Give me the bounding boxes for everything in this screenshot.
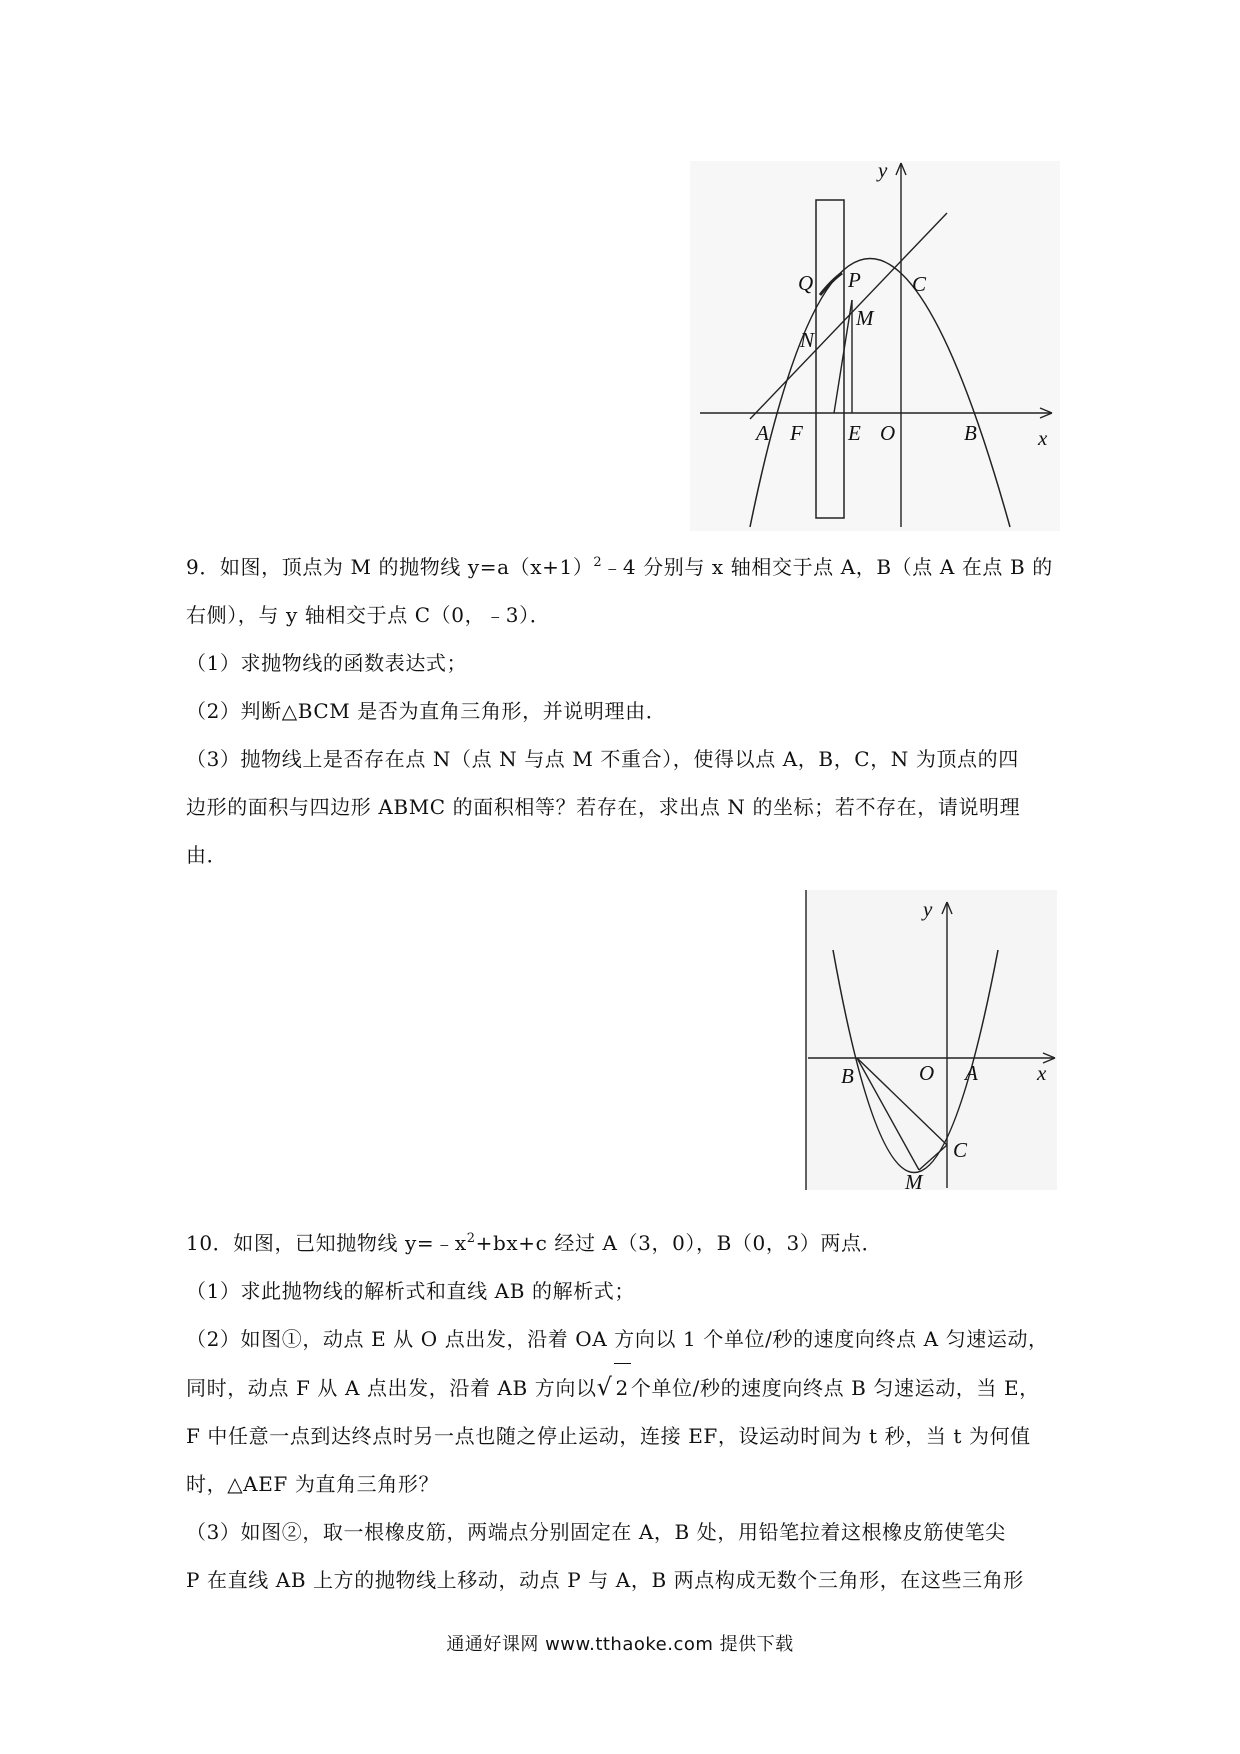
- label-c: C: [912, 272, 927, 296]
- page-footer: 通通好课网 www.tthaoke.com 提供下载: [446, 1634, 794, 1655]
- figure-1-svg: [690, 155, 1070, 535]
- label-m: M: [856, 306, 874, 330]
- q10-part-2-line-1: （2）如图①，动点 E 从 O 点出发，沿着 OA 方向以 1 个单位/秒的速度向终点 A 匀速运动，: [186, 1327, 1049, 1351]
- label-y: y: [878, 158, 888, 182]
- label-c: C: [953, 1138, 968, 1162]
- label-n: N: [800, 328, 815, 352]
- q9-part-2: （2）判断△BCM 是否为直角三角形，并说明理由．: [186, 699, 667, 723]
- question-9: [186, 539, 1058, 879]
- figure-2-svg: [805, 890, 1065, 1190]
- label-y: y: [923, 897, 933, 921]
- q10-part-1: （1）求此抛物线的解析式和直线 AB 的解析式；: [186, 1279, 635, 1303]
- label-a: A: [756, 421, 769, 445]
- label-f: F: [790, 421, 803, 445]
- q9-part-3-line-3: 由．: [186, 843, 228, 867]
- q9-part-1: （1）求抛物线的函数表达式；: [186, 651, 468, 675]
- question-10: [186, 1215, 1058, 1604]
- label-m: M: [905, 1170, 923, 1190]
- figure-1-background: [690, 161, 1060, 531]
- label-o: O: [919, 1061, 935, 1085]
- figure-2: [805, 890, 1065, 1190]
- q10-part-3-line-2: P 在直线 AB 上方的抛物线上移动，动点 P 与 A，B 两点构成无数个三角形，在这些三角形: [186, 1568, 1024, 1592]
- sqrt-sign-icon: √: [596, 1373, 613, 1401]
- figure-2-background: [805, 890, 1057, 1190]
- figure-1: [690, 155, 1070, 535]
- label-o: O: [880, 421, 896, 445]
- label-b: B: [841, 1064, 854, 1088]
- label-x: x: [1037, 1061, 1047, 1085]
- q10-part-2-line-3: F 中任意一点到达终点时另一点也随之停止运动，连接 EF，设运动时间为 t 秒，当 t 为何值: [186, 1424, 1031, 1448]
- q9-line-2: 右侧），与 y 轴相交于点 C（0，﹣3）．: [186, 603, 551, 627]
- sqrt-radicand: 2: [614, 1363, 631, 1412]
- q9-line-1: 9．如图，顶点为 M 的抛物线 $y=a(x+1)^2﹣4$ 分别与 x 轴相交于点 A，B（点 A 在点 B 的: [186, 555, 1053, 579]
- q9-part-3-line-1: （3）抛物线上是否存在点 N（点 N 与点 M 不重合），使得以点 A，B，C，N 为顶点的四: [186, 747, 1019, 771]
- label-e: E: [848, 421, 861, 445]
- label-b: B: [964, 421, 977, 445]
- label-p: P: [848, 268, 861, 292]
- q10-part-2-line-4: 时，△AEF 为直角三角形？: [186, 1472, 440, 1496]
- q10-part-2-line-2: 同时，动点 F 从 A 点出发，沿着 AB 方向以√ 2 个单位/秒的速度向终点 B 匀速运动，当 E，: [186, 1363, 1058, 1412]
- label-x: x: [1038, 426, 1048, 450]
- q10-part-3-line-1: （3）如图②，取一根橡皮筋，两端点分别固定在 A，B 处，用铅笔拉着这根橡皮筋使笔尖: [186, 1520, 1006, 1544]
- q9-part-3-line-2: 边形的面积与四边形 ABMC 的面积相等？若存在，求出点 N 的坐标；若不存在，请说明理: [186, 795, 1021, 819]
- q10-line-1: 10．如图，已知抛物线 $y=﹣x^2+bx+c$ 经过 A（3，0），B（0，3）两点．: [186, 1231, 883, 1255]
- label-q: Q: [798, 271, 814, 295]
- label-a: A: [965, 1061, 978, 1085]
